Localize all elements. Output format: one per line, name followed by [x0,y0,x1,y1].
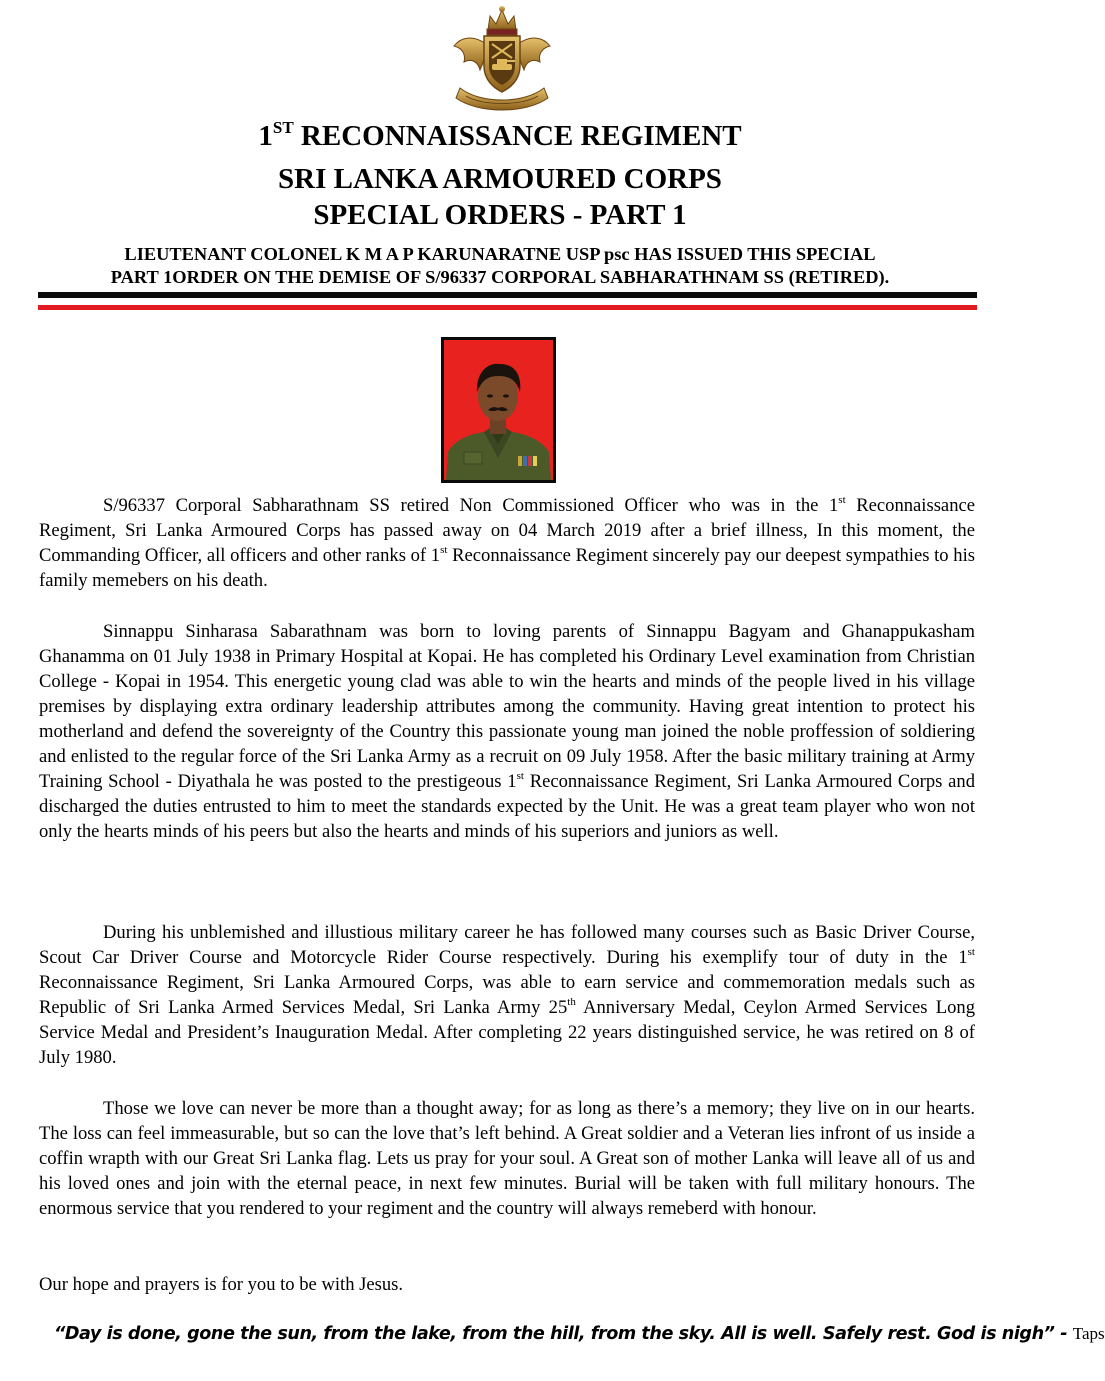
red-divider [38,305,977,310]
portrait-photo [444,340,553,480]
page-title: 1ST RECONNAISSANCE REGIMENT [258,118,742,152]
paragraph-career: During his unblemished and illustious military career he has followed many courses such as Basic Driver Course, Scout Car Driver Course and Motorcycle Rider Course respectively. During his exemplify tour of duty in the 1st Reconnaissance Regiment, Sri Lanka Armoured Corps, was able to earn service and commemoration medals such as Republic of Sri Lanka Armed Services Medal, Sri Lanka Army 25th Anniversary Medal, Ceylon Armed Services Long Service Medal and President’s Inauguration Medal. After completing 22 years distinguished service, he was retired on 8 of July 1980. [39,922,975,1068]
order-subtitle [38,243,962,289]
paragraph-prayer: Our hope and prayers is for you to be with Jesus. [39,1274,404,1295]
corps-title: SRI LANKA ARMOURED CORPS [278,163,722,195]
quote-attribution: Taps [1072,1324,1105,1343]
quote-text: “Day is done, gone the sun, from the lake, from the hill, from the sky. All is well. Safely rest. God is nigh” [54,1324,1055,1344]
regiment-crest [452,4,552,116]
taps-quote: “Day is done, gone the sun, from the lake, from the hill, from the sky. All is well. Safely rest. God is nigh” - Taps [54,1324,1105,1344]
portrait-frame [441,337,556,483]
paragraph-announcement: S/96337 Corporal Sabharathnam SS retired Non Commissioned Officer who was in the 1st Reconnaissance Regiment, Sri Lanka Armoured Corps has passed away on 04 March 2019 after a brief illness, In this moment, the Commanding Officer, all officers and other ranks of 1st Reconnaissance Regiment sincerely pay our deepest sympathies to his family memebers on his death. [39,494,975,591]
paragraph-early-life: Sinnappu Sinharasa Sabarathnam was born to loving parents of Sinnappu Bagyam and Ghanappukasham Ghanamma on 01 July 1938 in Primary Hospital at Kopai. He has completed his Ordinary Level examination from Christian College - Kopai in 1954. This energetic young clad was able to win the hearts and minds of the people lived in his village premises by displaying extra ordinary leadership attributes among the community. Having great intention to protect his motherland and defend the sovereignty of the Country this passionate young man joined the noble proffession of soldiering and enlisted to the regular force of the Sri Lanka Army as a recruit on 09 July 1958. After the basic military training at Army Training School - Diyathala he was posted to the prestigeous 1st Reconnaissance Regiment, Sri Lanka Armoured Corps and discharged the duties entrusted to him to meet the standards expected by the Unit. He was a great team player who won not only the hearts minds of his peers but also the hearts and minds of his superiors and juniors as well. [39,621,975,842]
paragraph-tribute: Those we love can never be more than a thought away; for as long as there’s a memory; they live on in our hearts. The loss can feel immeasurable, but so can the love that’s left behind. A Great soldier and a Veteran lies infront of us inside a coffin wrapth with our Great Sri Lanka flag. Lets us pray for your soul. A Great son of mother Lanka will leave all of us and his loved ones and join with the eternal peace, in next few minutes. Burial will be taken with full military honours. The enormous service that you rendered to your regiment and the country will always remeberd with honour. [39,1098,975,1219]
black-divider [38,292,977,298]
orders-title: SPECIAL ORDERS - PART 1 [313,199,687,231]
armoured-corps-crest-icon [452,4,552,116]
subtitle-line-2: PART 1ORDER ON THE DEMISE OF S/96337 CORPORAL SABHARATHNAM SS (RETIRED). [110,267,890,287]
subtitle-line-1: LIEUTENANT COLONEL K M A P KARUNARATNE USP psc HAS ISSUED THIS SPECIAL [124,244,876,264]
